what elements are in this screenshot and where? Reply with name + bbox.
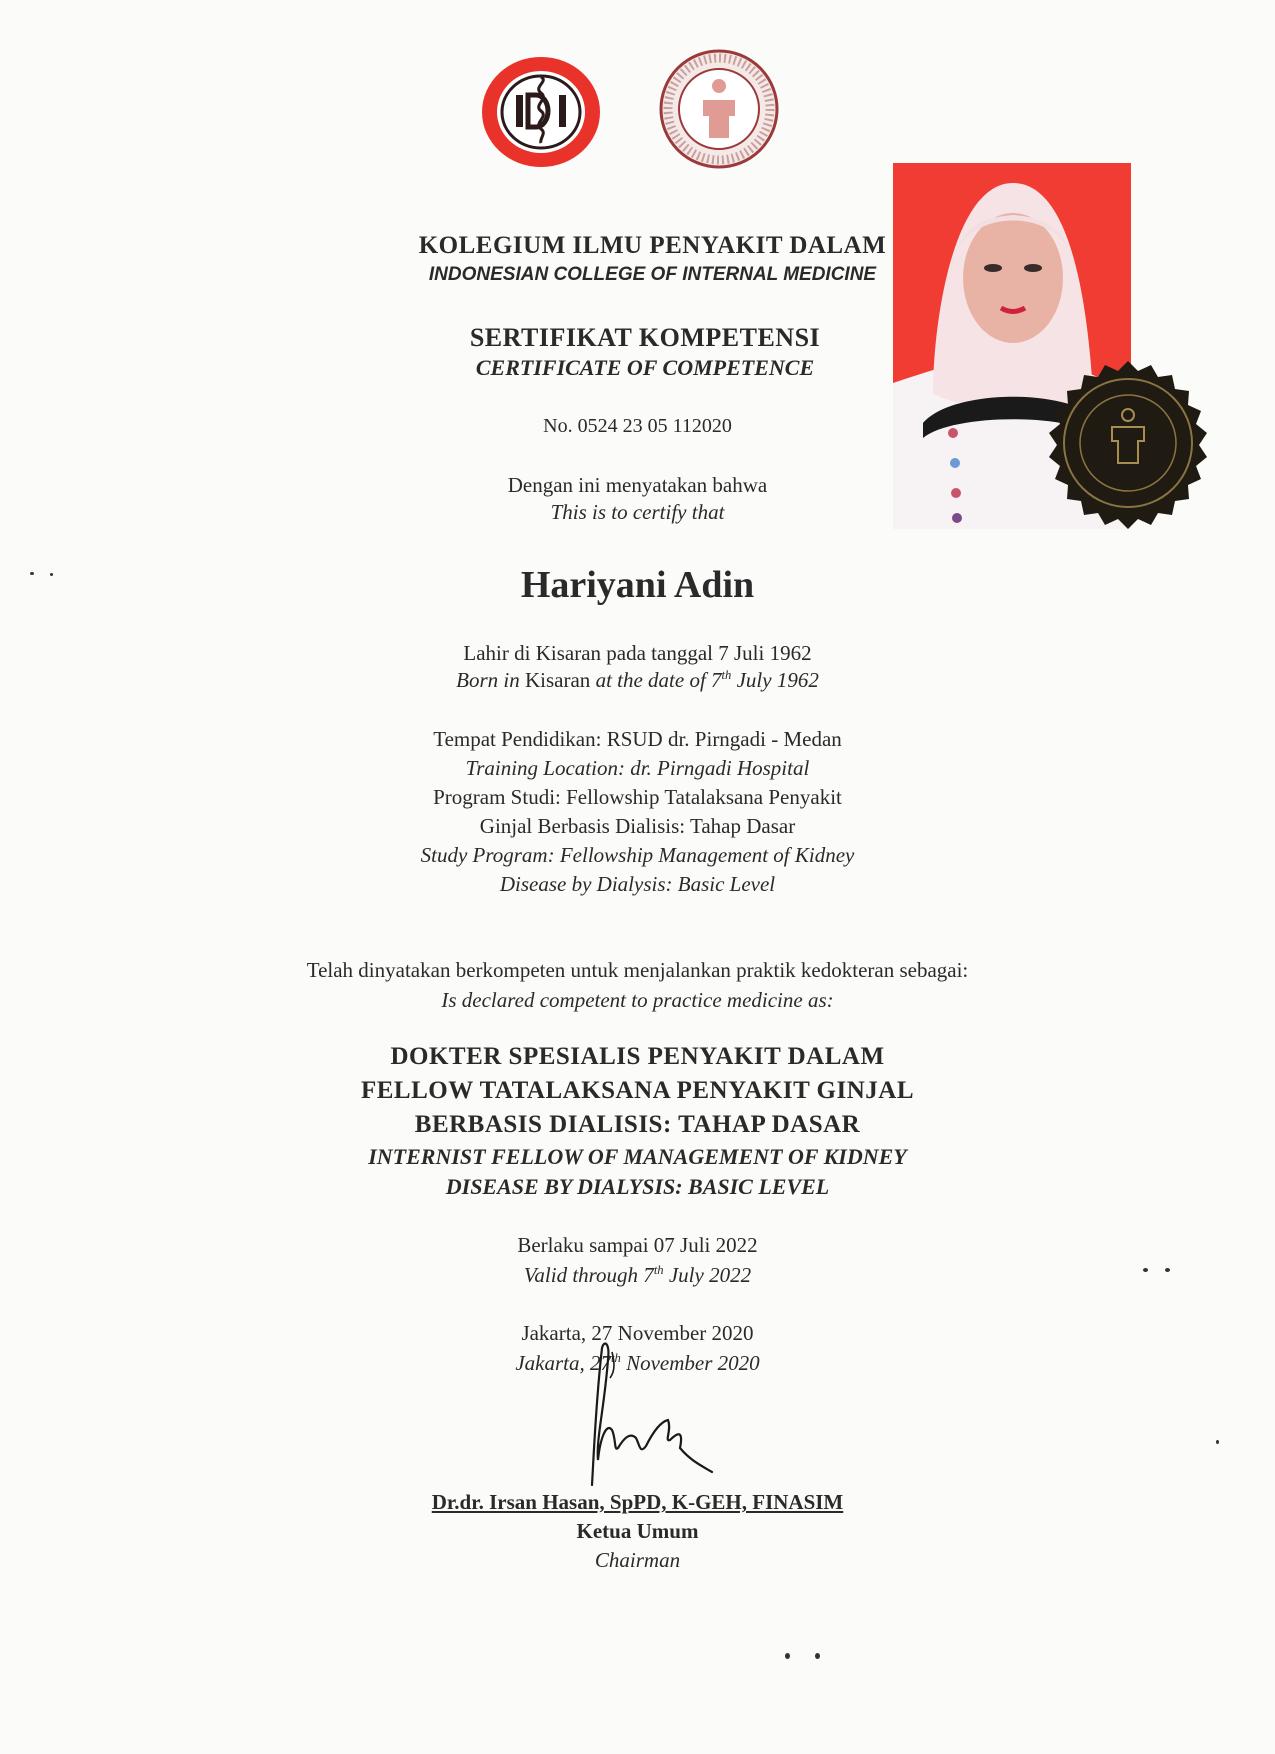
certificate-title-en: CERTIFICATE OF COMPETENCE xyxy=(475,355,815,380)
certificate-title-id: SERTIFIKAT KOMPETENSI xyxy=(469,323,821,352)
recipient-name: Hariyani Adin xyxy=(520,564,755,606)
signature xyxy=(540,1330,730,1500)
competence-id-line2: FELLOW TATALAKSANA PENYAKIT GINJAL xyxy=(360,1077,914,1104)
certificate-number-wrap xyxy=(0,415,1275,438)
program-id-line1: Program Studi: Fellowship Tatalaksana Penyakit xyxy=(433,785,842,809)
declared-id: Telah dinyatakan berkompeten untuk menjalankan praktik kedokteran sebagai: xyxy=(306,958,969,982)
training-location-id: Tempat Pendidikan: RSUD dr. Pirngadi - Medan xyxy=(433,727,842,751)
validity-en xyxy=(0,1260,1275,1290)
birth-en-sup: th xyxy=(721,668,732,682)
issued-id: Jakarta, 27 November 2020 xyxy=(521,1321,754,1345)
declared-statement xyxy=(0,955,1275,1015)
scan-speck xyxy=(50,573,53,576)
certificate-number: No. 0524 23 05 112020 xyxy=(543,415,732,437)
birth-en-place: Kisaran xyxy=(525,668,591,692)
training-location-en: Training Location: dr. Pirngadi Hospital xyxy=(465,756,810,780)
scan-speck xyxy=(1143,1268,1148,1272)
org-name-en-wrap xyxy=(0,264,1275,286)
issued-en-sup: th xyxy=(611,1351,621,1365)
scan-speck xyxy=(1216,1440,1219,1444)
papdi-logo xyxy=(658,48,780,170)
birth-en-date: at the date of 7 xyxy=(595,668,722,692)
header xyxy=(0,232,1275,260)
birth-en-month-year: July 1962 xyxy=(736,668,819,692)
org-name-en: INDONESIAN COLLEGE OF INTERNAL MEDICINE xyxy=(428,264,877,285)
certify-statement xyxy=(0,473,1275,525)
birth-en xyxy=(0,668,1275,693)
birth-info xyxy=(0,641,1275,693)
validity-en-date: July 2022 xyxy=(668,1263,752,1287)
declared-en: Is declared competent to practice medicine as: xyxy=(441,988,834,1012)
birth-id: Lahir di Kisaran pada tanggal 7 Juli 1962 xyxy=(463,641,812,665)
idi-logo xyxy=(480,55,602,170)
scan-speck xyxy=(30,572,34,575)
validity-id: Berlaku sampai 07 Juli 2022 xyxy=(517,1233,758,1257)
scan-speck xyxy=(785,1653,790,1659)
competence-en-line1: INTERNIST FELLOW OF MANAGEMENT OF KIDNEY xyxy=(368,1144,907,1169)
training-info xyxy=(0,725,1275,899)
program-en-line2: Disease by Dialysis: Basic Level xyxy=(499,872,776,896)
scan-speck xyxy=(1165,1268,1170,1272)
birth-en-prefix: Born in xyxy=(456,668,520,692)
issued-en-date: November 2020 xyxy=(626,1351,760,1375)
competence-id-line3: BERBASIS DIALISIS: TAHAP DASAR xyxy=(414,1111,861,1138)
program-en-line1: Study Program: Fellowship Management of Kidney xyxy=(420,843,855,867)
org-name-id: KOLEGIUM ILMU PENYAKIT DALAM xyxy=(418,232,887,259)
competence-title xyxy=(0,1040,1275,1202)
scan-speck xyxy=(815,1653,820,1659)
competence-id-line1: DOKTER SPESIALIS PENYAKIT DALAM xyxy=(390,1043,885,1070)
program-id-line2: Ginjal Berbasis Dialisis: Tahap Dasar xyxy=(479,814,796,838)
certify-id: Dengan ini menyatakan bahwa xyxy=(507,473,768,497)
recipient-name-wrap xyxy=(0,563,1275,607)
validity-en-prefix: Valid through 7 xyxy=(523,1263,654,1287)
issued-en-prefix: Jakarta, 27 xyxy=(515,1351,612,1375)
certificate-title-wrap xyxy=(0,323,1275,353)
signatory-role-id: Ketua Umum xyxy=(576,1519,699,1543)
certify-en: This is to certify that xyxy=(550,500,725,524)
signatory-block xyxy=(0,1488,1275,1575)
validity-en-sup: th xyxy=(653,1263,664,1277)
signatory-name: Dr.dr. Irsan Hasan, SpPD, K-GEH, FINASIM xyxy=(431,1490,844,1514)
certificate-title-en-wrap xyxy=(0,355,1275,381)
validity xyxy=(0,1230,1275,1290)
competence-en-line2: DISEASE BY DIALYSIS: BASIC LEVEL xyxy=(445,1174,830,1199)
signatory-role-en: Chairman xyxy=(594,1548,681,1572)
